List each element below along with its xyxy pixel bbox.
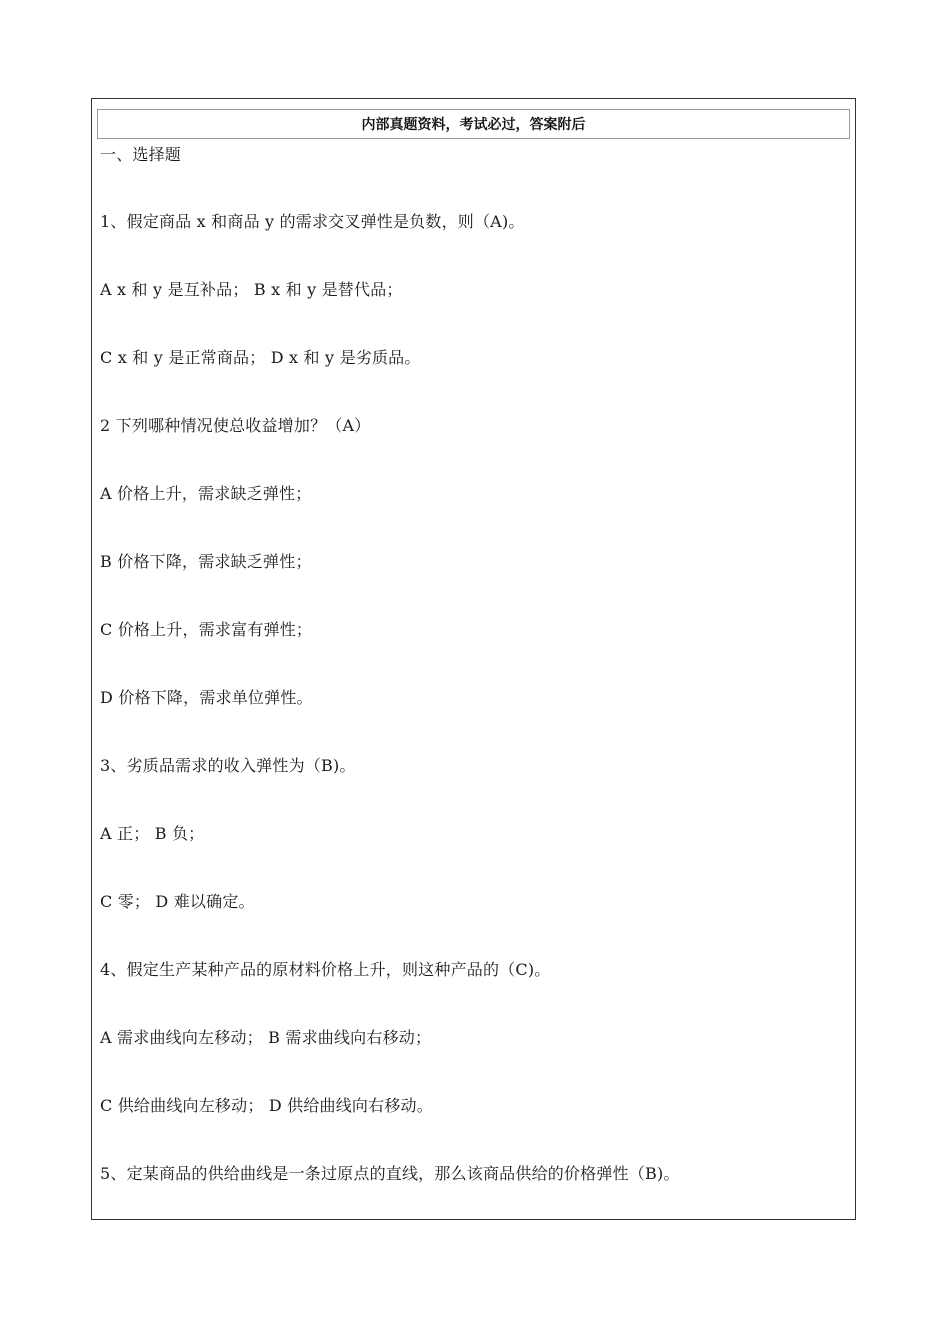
question-2-option-b: B 价格下降，需求缺乏弹性；: [100, 552, 312, 571]
question-5: 5、定某商品的供给曲线是一条过原点的直线，那么该商品供给的价格弹性（B)。: [100, 1164, 680, 1183]
document-frame: [91, 98, 856, 1220]
question-4: 4、假定生产某种产品的原材料价格上升，则这种产品的（C)。: [100, 960, 551, 979]
question-1-options-ab: A x 和 y 是互补品； B x 和 y 是替代品；: [100, 280, 403, 299]
question-2-option-d: D 价格下降，需求单位弹性。: [100, 688, 313, 707]
question-1-options-cd: C x 和 y 是正常商品； D x 和 y 是劣质品。: [100, 348, 421, 367]
question-2-option-c: C 价格上升，需求富有弹性；: [100, 620, 313, 639]
question-2-option-a: A 价格上升，需求缺乏弹性；: [100, 484, 312, 503]
section-heading: 一、选择题: [100, 145, 182, 164]
question-3-options-ab: A 正； B 负；: [100, 824, 205, 843]
document-body: [100, 145, 845, 1232]
question-3: 3、劣质品需求的收入弹性为（B)。: [100, 756, 356, 775]
question-4-options-ab: A 需求曲线向左移动； B 需求曲线向右移动；: [100, 1028, 432, 1047]
question-2: 2 下列哪种情况使总收益增加？（A）: [100, 416, 371, 435]
document-header: 内部真题资料，考试必过，答案附后: [97, 109, 850, 139]
question-3-options-cd: C 零； D 难以确定。: [100, 892, 255, 911]
question-1: 1、假定商品 x 和商品 y 的需求交叉弹性是负数，则（A)。: [100, 212, 525, 231]
question-4-options-cd: C 供给曲线向左移动； D 供给曲线向右移动。: [100, 1096, 433, 1115]
